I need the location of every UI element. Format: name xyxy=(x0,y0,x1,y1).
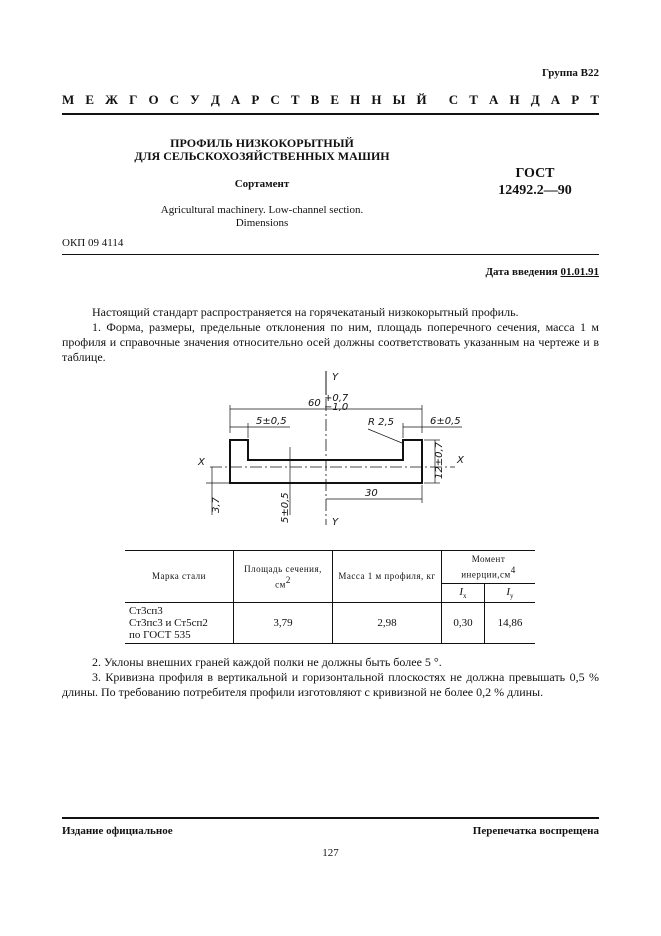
banner-letter: С xyxy=(448,92,459,107)
radius-label: R 2,5 xyxy=(368,417,395,428)
document-title xyxy=(112,137,412,163)
standard-banner xyxy=(62,92,599,108)
gost-label: ГОСТ xyxy=(515,166,555,181)
banner-letter: Д xyxy=(530,92,540,107)
paragraph-scope: Настоящий стандарт распространяется на горячекатаный низкокорытный профиль. xyxy=(92,305,519,319)
cell-iy: 14,86 xyxy=(484,602,535,643)
flange-right-label: 6±0,5 xyxy=(430,416,461,427)
radius-leader xyxy=(368,429,402,443)
banner-letter: Й xyxy=(416,92,427,107)
banner-letter: Д xyxy=(210,92,220,107)
english-title xyxy=(112,204,412,230)
header-iy: $I_y$ xyxy=(484,583,535,602)
banner-letter: Р xyxy=(571,92,580,107)
banner-letter: Н xyxy=(350,92,361,107)
page-number: 127 xyxy=(322,847,339,859)
english-title-line-1: Agricultural machinery. Low-channel section. xyxy=(160,204,364,216)
official-edition: Издание официальное xyxy=(62,825,173,837)
header-rule xyxy=(62,113,599,115)
x-axis-left-label: X xyxy=(198,457,205,468)
banner-letter: У xyxy=(190,92,200,107)
x-axis-right-label: X xyxy=(457,455,464,466)
properties-table xyxy=(125,550,535,644)
width-tol-lower: −1,0 xyxy=(324,402,349,413)
width-tol-upper: +0,7 xyxy=(324,393,349,404)
intro-date-label: Дата введения xyxy=(485,266,558,278)
banner-letter: А xyxy=(489,92,499,107)
banner-letter: Н xyxy=(509,92,520,107)
group-code: Группа В22 xyxy=(541,67,599,79)
profile-drawing xyxy=(190,365,480,535)
cell-ix: 0,30 xyxy=(442,602,485,643)
web-thickness-label: 5±0,5 xyxy=(280,492,291,523)
banner-letter: Т xyxy=(290,92,300,107)
header-ix: $I_x$ xyxy=(442,583,485,602)
half-width-label: 30 xyxy=(365,488,378,499)
title-line-2: ДЛЯ СЕЛЬСКОХОЗЯЙСТВЕННЫХ МАШИН xyxy=(134,149,390,163)
banner-letter: Г xyxy=(129,92,138,107)
intro-date xyxy=(485,266,599,278)
flange-left-label: 5±0,5 xyxy=(256,416,287,427)
banner-letter: Р xyxy=(251,92,260,107)
cell-area: 3,79 xyxy=(234,602,333,643)
width-dim-label: 60 xyxy=(308,398,321,409)
okp-rule xyxy=(62,254,599,255)
document-subtitle: Сортамент xyxy=(234,178,290,190)
gost-number xyxy=(470,165,600,199)
header-steel-grade: Марка стали xyxy=(125,551,234,603)
header-mass: Масса 1 м профиля, кг xyxy=(333,551,442,603)
english-title-line-2: Dimensions xyxy=(235,217,289,229)
banner-letter: Н xyxy=(371,92,382,107)
banner-letter: Ы xyxy=(392,92,406,107)
banner-letter: Е xyxy=(330,92,340,107)
banner-letter: В xyxy=(310,92,320,107)
banner-letter: А xyxy=(550,92,561,107)
intro-date-value: 01.01.91 xyxy=(560,266,599,278)
okp-code: ОКП 09 4114 xyxy=(62,237,124,249)
centroid-label: 3,7 xyxy=(211,497,222,513)
banner-letter: О xyxy=(148,92,159,107)
gost-code: 12492.2—90 xyxy=(498,183,572,198)
footer-rule xyxy=(62,817,599,819)
banner-letter: С xyxy=(169,92,180,107)
y-axis-top-label: Y xyxy=(332,372,339,383)
header-moment: Момент $инерции,см^4$ xyxy=(442,551,536,584)
banner-letter: Т xyxy=(590,92,599,107)
paragraph-1: 1. Форма, размеры, предельные отклонения по ним, площадь поперечного сечения, масса 1 м профиля и справочные значения относительно осей должны соответствовать указанным на чертеже и в таблице. xyxy=(62,320,599,364)
cell-steel-grade: Ст3сп3 Ст3пс3 и Ст5сп2 по ГОСТ 535 xyxy=(125,602,234,643)
banner-letter: Т xyxy=(469,92,478,107)
cell-mass: 2,98 xyxy=(333,602,442,643)
reprint-prohibited: Перепечатка воспрещена xyxy=(472,825,599,837)
table-row xyxy=(125,602,535,643)
header-area: Площадь сечения, $см^2$ xyxy=(234,551,333,603)
banner-letter: Ж xyxy=(105,92,118,107)
banner-letter: М xyxy=(62,92,75,107)
banner-letter: А xyxy=(230,92,241,107)
title-line-1: ПРОФИЛЬ НИЗКОКОРЫТНЫЙ xyxy=(170,136,354,150)
paragraph-2: 2. Уклоны внешних граней каждой полки не должны быть более 5 °. xyxy=(92,655,442,669)
height-label: 12±0,7 xyxy=(434,441,445,479)
y-axis-bottom-label: Y xyxy=(332,517,339,528)
banner-letter: С xyxy=(270,92,280,107)
banner-letter: Е xyxy=(85,92,95,107)
paragraph-3: 3. Кривизна профиля в вертикальной и горизонтальной плоскостях не должна превышать 0,5 % длины. По требованию потребителя профили изготовляют с кривизной не более 0,2 % длины. xyxy=(62,670,599,699)
